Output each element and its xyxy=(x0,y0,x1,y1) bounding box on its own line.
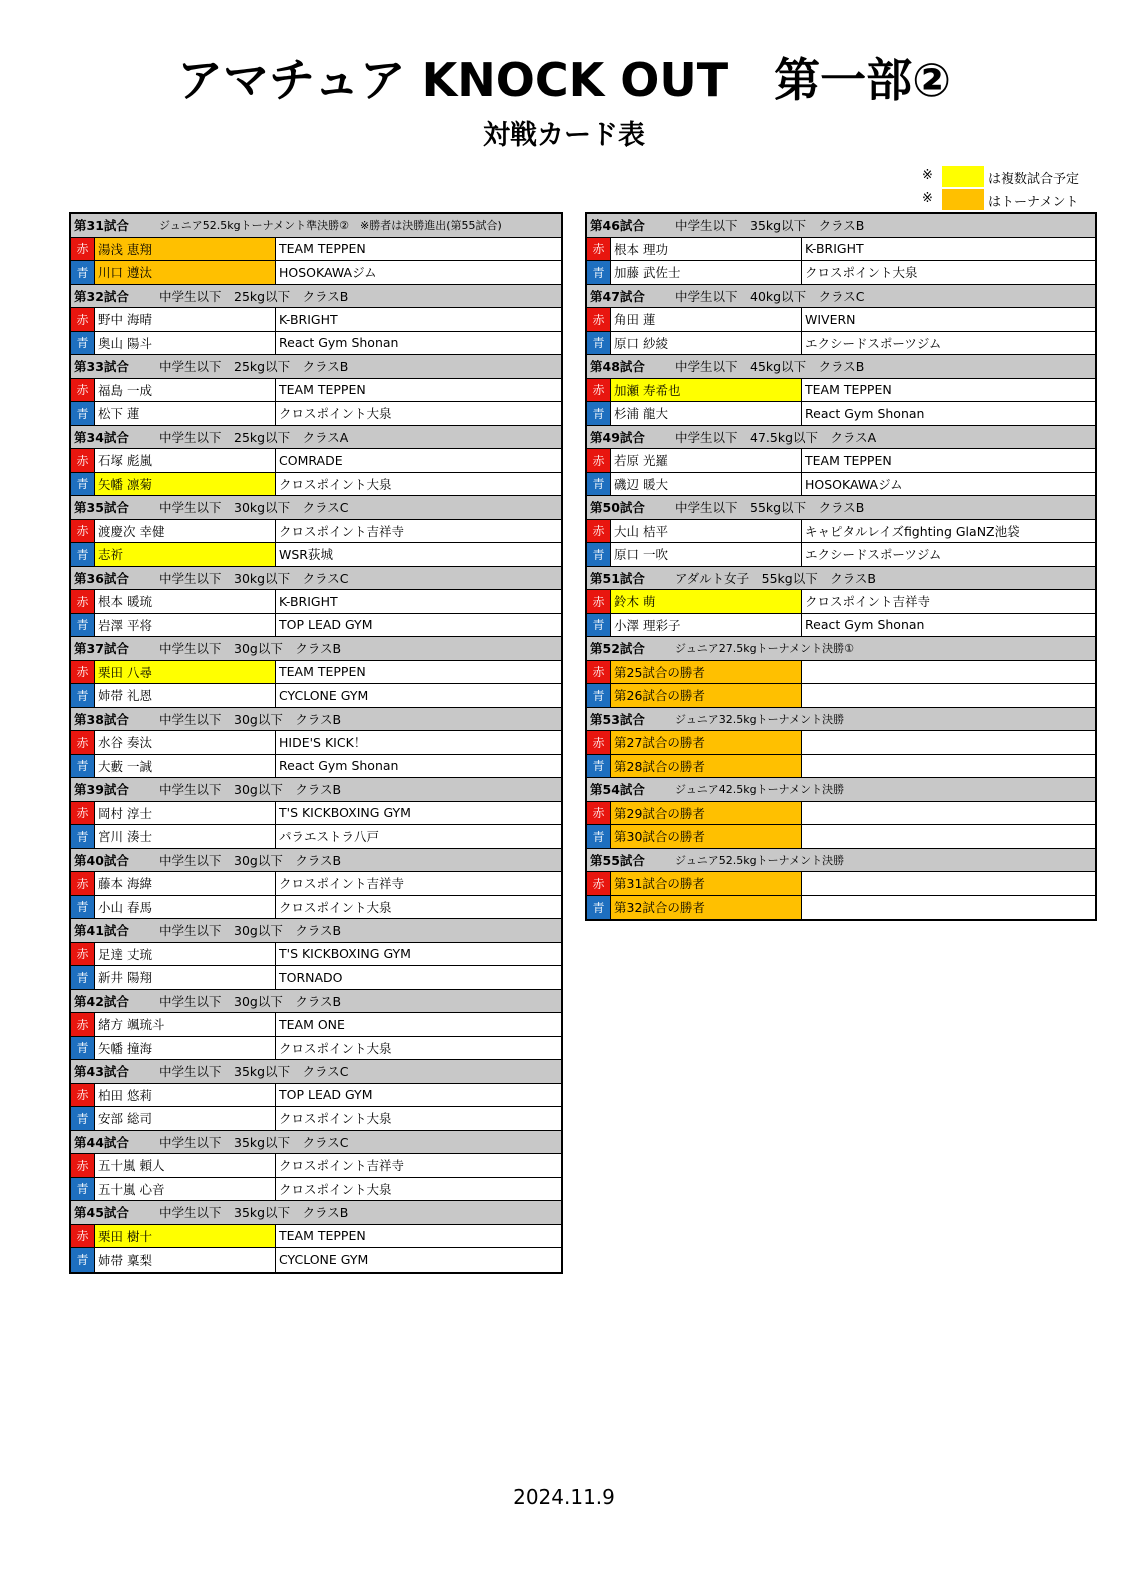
fighter-gym: TORNADO xyxy=(279,969,343,985)
match-number: 第45試合 xyxy=(74,1205,129,1221)
fighter-row-red xyxy=(71,449,561,473)
legend-text: はトーナメント xyxy=(988,195,1079,210)
match-header xyxy=(71,496,561,520)
match-class: 中学生以下 35kg以下 クラスC xyxy=(159,1064,349,1080)
red-corner-label: 赤 xyxy=(71,1084,95,1107)
legend-mark: ※ xyxy=(922,191,933,206)
fighter-name: 野中 海晴 xyxy=(95,308,276,331)
match-class: ジュニア52.5kgトーナメント決勝 xyxy=(675,853,845,867)
fighter-name: 第30試合の勝者 xyxy=(611,825,802,848)
match-header xyxy=(71,426,561,450)
fighter-gym: クロスポイント大泉 xyxy=(279,1040,392,1056)
fighter-row-red xyxy=(71,238,561,262)
legend-text: は複数試合予定 xyxy=(988,172,1080,187)
fighter-row-red xyxy=(587,590,1095,614)
page-title: アマチュア KNOCK OUT 第一部② xyxy=(176,53,952,107)
fighter-name: 渡慶次 幸健 xyxy=(95,520,276,543)
fighter-name: 矢幡 凛菊 xyxy=(95,473,276,496)
fighter-name: 足達 丈琉 xyxy=(95,943,276,966)
match-class: 中学生以下 25kg以下 クラスB xyxy=(159,359,349,375)
fighter-name: 志祈 xyxy=(95,543,276,566)
match-number: 第41試合 xyxy=(74,923,129,939)
fighter-row-red xyxy=(587,661,1095,685)
red-corner-label: 赤 xyxy=(71,379,95,402)
match-number: 第50試合 xyxy=(590,500,645,516)
fighter-row-red xyxy=(71,379,561,403)
blue-corner-label: 青 xyxy=(71,614,95,637)
fighter-name: 第28試合の勝者 xyxy=(611,755,802,778)
match-number: 第31試合 xyxy=(74,218,129,234)
match-number: 第54試合 xyxy=(590,782,645,798)
match-class: 中学生以下 30kg以下 クラスC xyxy=(159,570,349,586)
red-corner-label: 赤 xyxy=(71,731,95,754)
fighter-gym: クロスポイント大泉 xyxy=(805,265,918,281)
fighter-row-red xyxy=(71,802,561,826)
match-class: 中学生以下 30kg以下 クラスC xyxy=(159,500,349,516)
red-corner-label: 赤 xyxy=(71,1013,95,1036)
match-class: 中学生以下 30g以下 クラスB xyxy=(159,641,342,657)
match-class: ジュニア52.5kgトーナメント準決勝② ※勝者は決勝進出(第55試合) xyxy=(159,219,502,233)
blue-corner-label: 青 xyxy=(71,1037,95,1060)
fighter-name: 石塚 彪嵐 xyxy=(95,449,276,472)
fighter-row-blue xyxy=(71,755,561,779)
fighter-row-blue xyxy=(587,825,1095,849)
blue-corner-label: 青 xyxy=(587,332,611,355)
fighter-row-red xyxy=(71,661,561,685)
match-header xyxy=(71,778,561,802)
match-number: 第52試合 xyxy=(590,641,645,657)
fighter-gym xyxy=(802,802,1095,825)
fighter-name: 大山 桔平 xyxy=(611,520,802,543)
blue-corner-label: 青 xyxy=(587,402,611,425)
match-header xyxy=(71,214,561,238)
fighter-gym: クロスポイント大泉 xyxy=(279,476,392,492)
page-subtitle: 対戦カード表 xyxy=(483,120,645,151)
match-number: 第46試合 xyxy=(590,218,645,234)
fighter-row-blue xyxy=(71,1107,561,1131)
match-number: 第48試合 xyxy=(590,359,645,375)
fighter-gym: COMRADE xyxy=(279,452,343,468)
match-header xyxy=(71,1060,561,1084)
match-number: 第43試合 xyxy=(74,1064,129,1080)
match-number: 第36試合 xyxy=(74,570,129,586)
fighter-name: 福島 一成 xyxy=(95,379,276,402)
fighter-gym: エクシードスポーツジム xyxy=(805,547,942,563)
match-header xyxy=(71,567,561,591)
fighter-name: 小澤 理彩子 xyxy=(611,614,802,637)
fighter-row-blue xyxy=(587,543,1095,567)
red-corner-label: 赤 xyxy=(587,661,611,684)
fighter-name: 加藤 武佐士 xyxy=(611,261,802,284)
fighter-row-red xyxy=(587,379,1095,403)
match-header xyxy=(71,637,561,661)
fighter-name: 原口 紗綾 xyxy=(611,332,802,355)
blue-corner-label: 青 xyxy=(587,684,611,707)
fighter-gym xyxy=(802,731,1095,754)
blue-corner-label: 青 xyxy=(71,1107,95,1130)
fighter-gym: WIVERN xyxy=(805,311,856,327)
match-header xyxy=(71,919,561,943)
match-number: 第49試合 xyxy=(590,429,645,445)
fighter-gym: クロスポイント大泉 xyxy=(279,1181,392,1197)
fighter-gym xyxy=(802,872,1095,895)
fighter-row-red xyxy=(587,308,1095,332)
fighter-gym: TEAM TEPPEN xyxy=(279,241,366,257)
fighter-row-blue xyxy=(71,684,561,708)
blue-corner-label: 青 xyxy=(71,473,95,496)
match-number: 第53試合 xyxy=(590,711,645,727)
match-class: 中学生以下 55kg以下 クラスB xyxy=(675,500,865,516)
fighter-name: 根本 暖琉 xyxy=(95,590,276,613)
fighter-gym: T'S KICKBOXING GYM xyxy=(279,946,411,962)
red-corner-label: 赤 xyxy=(71,308,95,331)
match-header xyxy=(71,849,561,873)
fighter-gym: WSR荻城 xyxy=(279,547,333,563)
match-header xyxy=(587,426,1095,450)
blue-corner-label: 青 xyxy=(71,1248,95,1272)
red-corner-label: 赤 xyxy=(587,238,611,261)
fighter-gym: HOSOKAWAジム xyxy=(805,476,903,492)
match-header xyxy=(71,708,561,732)
match-class: ジュニア42.5kgトーナメント決勝 xyxy=(675,783,845,797)
fighter-row-blue xyxy=(71,896,561,920)
fighter-row-red xyxy=(71,1225,561,1249)
blue-corner-label: 青 xyxy=(587,473,611,496)
blue-corner-label: 青 xyxy=(71,684,95,707)
fighter-name: 藤本 海緯 xyxy=(95,872,276,895)
blue-corner-label: 青 xyxy=(71,825,95,848)
fighter-name: 柏田 悠莉 xyxy=(95,1084,276,1107)
fighter-row-blue xyxy=(71,966,561,990)
fighter-gym: TEAM TEPPEN xyxy=(279,664,366,680)
fighter-gym: クロスポイント吉祥寺 xyxy=(279,523,405,539)
fighter-gym xyxy=(802,896,1095,920)
fighter-name: 大藪 一誠 xyxy=(95,755,276,778)
match-header xyxy=(587,849,1095,873)
fighter-row-blue xyxy=(71,543,561,567)
fighter-gym: HOSOKAWAジム xyxy=(279,265,377,281)
fighter-gym xyxy=(802,825,1095,848)
fighter-name: 川口 遵汰 xyxy=(95,261,276,284)
fighter-name: 矢幡 撞海 xyxy=(95,1037,276,1060)
fighter-name: 安部 総司 xyxy=(95,1107,276,1130)
fighter-row-red xyxy=(71,590,561,614)
fighter-gym: K-BRIGHT xyxy=(279,311,338,327)
blue-corner-label: 青 xyxy=(587,261,611,284)
fighter-gym: TEAM ONE xyxy=(279,1016,345,1032)
legend-swatch-yellow xyxy=(942,166,984,187)
match-header xyxy=(587,496,1095,520)
fighter-gym: TEAM TEPPEN xyxy=(805,452,892,468)
fighter-row-red xyxy=(587,449,1095,473)
match-class: 中学生以下 35kg以下 クラスB xyxy=(675,218,865,234)
match-header xyxy=(71,285,561,309)
fighter-gym xyxy=(802,684,1095,707)
match-header xyxy=(587,708,1095,732)
fighter-name: 第25試合の勝者 xyxy=(611,661,802,684)
fighter-row-red xyxy=(71,872,561,896)
fighter-row-blue xyxy=(587,473,1095,497)
fighter-gym: K-BRIGHT xyxy=(279,593,338,609)
red-corner-label: 赤 xyxy=(71,1225,95,1248)
match-header xyxy=(71,355,561,379)
match-number: 第34試合 xyxy=(74,429,129,445)
fighter-row-blue xyxy=(71,332,561,356)
match-number: 第40試合 xyxy=(74,852,129,868)
fighter-gym: キャピタルレイズfighting GlaNZ池袋 xyxy=(805,523,1020,539)
red-corner-label: 赤 xyxy=(71,590,95,613)
fighter-name: 五十嵐 頼人 xyxy=(95,1154,276,1177)
blue-corner-label: 青 xyxy=(71,755,95,778)
fighter-name: 五十嵐 心音 xyxy=(95,1178,276,1201)
red-corner-label: 赤 xyxy=(71,520,95,543)
blue-corner-label: 青 xyxy=(587,543,611,566)
legend-tournament xyxy=(922,189,1092,209)
match-class: 中学生以下 30g以下 クラスB xyxy=(159,852,342,868)
blue-corner-label: 青 xyxy=(71,896,95,919)
match-number: 第38試合 xyxy=(74,711,129,727)
fighter-name: 角田 蓮 xyxy=(611,308,802,331)
match-class: ジュニア32.5kgトーナメント決勝 xyxy=(675,712,845,726)
fighter-row-red xyxy=(587,802,1095,826)
fighter-row-blue xyxy=(587,614,1095,638)
blue-corner-label: 青 xyxy=(71,261,95,284)
match-class: 中学生以下 35kg以下 クラスC xyxy=(159,1134,349,1150)
fighter-gym: React Gym Shonan xyxy=(805,405,925,421)
match-number: 第35試合 xyxy=(74,500,129,516)
fighter-gym: クロスポイント吉祥寺 xyxy=(805,594,931,610)
red-corner-label: 赤 xyxy=(71,449,95,472)
fighter-row-blue xyxy=(71,1248,561,1272)
fighter-gym: CYCLONE GYM xyxy=(279,687,369,703)
blue-corner-label: 青 xyxy=(71,1178,95,1201)
fighter-row-red xyxy=(587,520,1095,544)
fighter-gym: T'S KICKBOXING GYM xyxy=(279,805,411,821)
red-corner-label: 赤 xyxy=(71,943,95,966)
fighter-name: 姉帯 稟梨 xyxy=(95,1248,276,1272)
fighter-name: 第26試合の勝者 xyxy=(611,684,802,707)
fighter-name: 第32試合の勝者 xyxy=(611,896,802,920)
match-header xyxy=(587,214,1095,238)
fighter-name: 岡村 淳士 xyxy=(95,802,276,825)
fighter-row-blue xyxy=(587,684,1095,708)
match-number: 第37試合 xyxy=(74,641,129,657)
fighter-name: 松下 蓮 xyxy=(95,402,276,425)
fighter-row-blue xyxy=(71,614,561,638)
fighter-gym: TEAM TEPPEN xyxy=(805,382,892,398)
fighter-row-red xyxy=(71,943,561,967)
fighter-gym: TOP LEAD GYM xyxy=(279,1087,373,1103)
red-corner-label: 赤 xyxy=(587,379,611,402)
match-class: アダルト女子 55kg以下 クラスB xyxy=(675,570,876,586)
match-number: 第33試合 xyxy=(74,359,129,375)
fighter-gym: React Gym Shonan xyxy=(805,617,925,633)
red-corner-label: 赤 xyxy=(587,802,611,825)
fighter-row-red xyxy=(587,872,1095,896)
blue-corner-label: 青 xyxy=(587,755,611,778)
fighter-row-blue xyxy=(587,261,1095,285)
fighter-name: 第31試合の勝者 xyxy=(611,872,802,895)
fighter-gym: クロスポイント吉祥寺 xyxy=(279,1158,405,1174)
blue-corner-label: 青 xyxy=(587,825,611,848)
fighter-row-red xyxy=(71,1154,561,1178)
fighter-name: 第29試合の勝者 xyxy=(611,802,802,825)
fighter-gym: エクシードスポーツジム xyxy=(805,335,942,351)
fighter-name: 第27試合の勝者 xyxy=(611,731,802,754)
match-list-right xyxy=(585,212,1097,921)
legend-mark: ※ xyxy=(922,168,933,183)
legend-multiple-bouts xyxy=(922,166,1092,186)
legend-swatch-orange xyxy=(942,189,984,210)
fighter-gym: TOP LEAD GYM xyxy=(279,617,373,633)
fighter-row-blue xyxy=(71,1037,561,1061)
red-corner-label: 赤 xyxy=(587,308,611,331)
fighter-row-blue xyxy=(71,1178,561,1202)
red-corner-label: 赤 xyxy=(71,1154,95,1177)
fighter-row-blue xyxy=(587,402,1095,426)
match-header xyxy=(71,990,561,1014)
red-corner-label: 赤 xyxy=(71,872,95,895)
fighter-row-blue xyxy=(71,825,561,849)
match-number: 第51試合 xyxy=(590,570,645,586)
fighter-gym: クロスポイント大泉 xyxy=(279,1111,392,1127)
fighter-name: 奥山 陽斗 xyxy=(95,332,276,355)
fighter-row-blue xyxy=(587,332,1095,356)
match-class: 中学生以下 45kg以下 クラスB xyxy=(675,359,865,375)
match-number: 第55試合 xyxy=(590,852,645,868)
fighter-name: 根本 理功 xyxy=(611,238,802,261)
match-class: ジュニア27.5kgトーナメント決勝① xyxy=(675,642,855,656)
event-date: 2024.11.9 xyxy=(513,1485,615,1509)
fighter-name: 小山 春馬 xyxy=(95,896,276,919)
blue-corner-label: 青 xyxy=(587,896,611,920)
match-class: 中学生以下 40kg以下 クラスC xyxy=(675,288,865,304)
match-header xyxy=(71,1201,561,1225)
fighter-name: 新井 陽翔 xyxy=(95,966,276,989)
match-header xyxy=(587,285,1095,309)
fighter-row-red xyxy=(71,520,561,544)
match-class: 中学生以下 30g以下 クラスB xyxy=(159,923,342,939)
match-class: 中学生以下 25kg以下 クラスB xyxy=(159,288,349,304)
match-number: 第32試合 xyxy=(74,288,129,304)
match-class: 中学生以下 30g以下 クラスB xyxy=(159,782,342,798)
fighter-name: 磯辺 暖大 xyxy=(611,473,802,496)
fighter-name: 姉帯 礼恩 xyxy=(95,684,276,707)
fighter-name: 宮川 湊士 xyxy=(95,825,276,848)
match-class: 中学生以下 47.5kg以下 クラスA xyxy=(675,429,877,445)
fighter-row-red xyxy=(587,731,1095,755)
fighter-row-red xyxy=(71,1013,561,1037)
red-corner-label: 赤 xyxy=(587,731,611,754)
fighter-name: 岩澤 平将 xyxy=(95,614,276,637)
red-corner-label: 赤 xyxy=(587,520,611,543)
match-class: 中学生以下 25kg以下 クラスA xyxy=(159,429,349,445)
fighter-gym: クロスポイント吉祥寺 xyxy=(279,876,405,892)
fighter-gym: HIDE'S KICK！ xyxy=(279,735,367,751)
red-corner-label: 赤 xyxy=(71,802,95,825)
fighter-name: 栗田 樹十 xyxy=(95,1225,276,1248)
match-number: 第47試合 xyxy=(590,288,645,304)
match-class: 中学生以下 30g以下 クラスB xyxy=(159,993,342,1009)
fighter-gym: React Gym Shonan xyxy=(279,335,399,351)
fighter-gym: React Gym Shonan xyxy=(279,758,399,774)
fighter-gym xyxy=(802,755,1095,778)
fighter-name: 緒方 颯琉斗 xyxy=(95,1013,276,1036)
fighter-name: 原口 一吹 xyxy=(611,543,802,566)
blue-corner-label: 青 xyxy=(71,543,95,566)
fighter-row-blue xyxy=(587,755,1095,779)
match-header xyxy=(587,355,1095,379)
blue-corner-label: 青 xyxy=(71,966,95,989)
match-header xyxy=(587,567,1095,591)
red-corner-label: 赤 xyxy=(587,872,611,895)
fighter-name: 杉浦 龍大 xyxy=(611,402,802,425)
match-header xyxy=(71,1131,561,1155)
blue-corner-label: 青 xyxy=(71,332,95,355)
fighter-gym xyxy=(802,661,1095,684)
red-corner-label: 赤 xyxy=(587,449,611,472)
match-list-left xyxy=(69,212,563,1274)
red-corner-label: 赤 xyxy=(587,590,611,613)
red-corner-label: 赤 xyxy=(71,661,95,684)
fighter-row-blue xyxy=(71,473,561,497)
fighter-row-blue xyxy=(71,261,561,285)
red-corner-label: 赤 xyxy=(71,238,95,261)
fighter-row-red xyxy=(71,731,561,755)
fighter-gym: パラエストラ八戸 xyxy=(279,829,380,845)
fighter-name: 水谷 奏汰 xyxy=(95,731,276,754)
fighter-row-blue xyxy=(587,896,1095,920)
blue-corner-label: 青 xyxy=(71,402,95,425)
fighter-name: 鈴木 萌 xyxy=(611,590,802,613)
fighter-row-red xyxy=(71,1084,561,1108)
fighter-row-blue xyxy=(71,402,561,426)
match-number: 第39試合 xyxy=(74,782,129,798)
match-header xyxy=(587,637,1095,661)
match-class: 中学生以下 35kg以下 クラスB xyxy=(159,1205,349,1221)
fighter-name: 加瀬 寿希也 xyxy=(611,379,802,402)
match-header xyxy=(587,778,1095,802)
fighter-gym: TEAM TEPPEN xyxy=(279,382,366,398)
blue-corner-label: 青 xyxy=(587,614,611,637)
match-number: 第44試合 xyxy=(74,1134,129,1150)
fighter-gym: クロスポイント大泉 xyxy=(279,899,392,915)
fighter-name: 栗田 八尋 xyxy=(95,661,276,684)
fighter-row-red xyxy=(71,308,561,332)
fighter-gym: TEAM TEPPEN xyxy=(279,1228,366,1244)
match-number: 第42試合 xyxy=(74,993,129,1009)
fighter-name: 若原 光羅 xyxy=(611,449,802,472)
fighter-gym: クロスポイント大泉 xyxy=(279,406,392,422)
match-class: 中学生以下 30g以下 クラスB xyxy=(159,711,342,727)
fighter-gym: CYCLONE GYM xyxy=(279,1252,369,1268)
fighter-gym: K-BRIGHT xyxy=(805,241,864,257)
fighter-row-red xyxy=(587,238,1095,262)
fighter-name: 湯浅 恵翔 xyxy=(95,238,276,261)
